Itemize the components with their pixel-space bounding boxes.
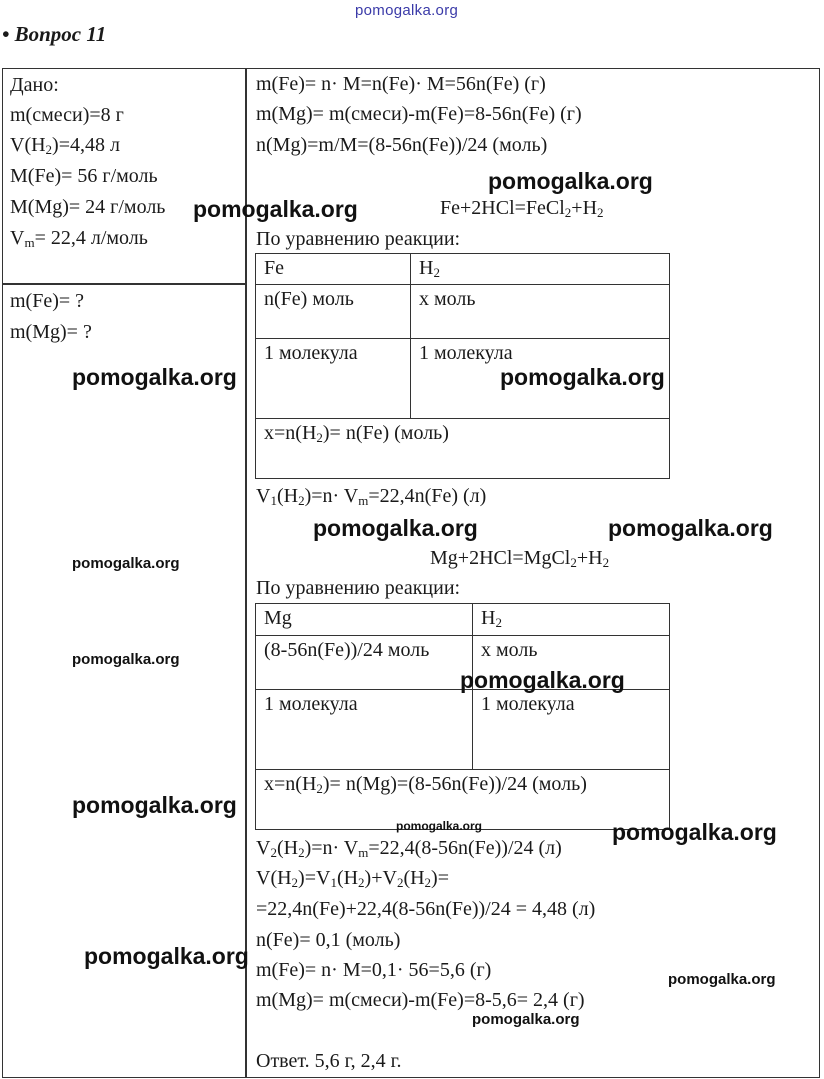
given-volume-h2: $V(H_2)=4,48$ л xyxy=(10,134,120,157)
table2-cell: 1 молекула xyxy=(256,690,473,770)
given-label: Дано: xyxy=(10,74,59,96)
watermark: pomogalka.org xyxy=(612,819,777,845)
watermark: pomogalka.org xyxy=(488,168,653,194)
table2-cell: x моль xyxy=(473,636,670,690)
given-molar-mass-fe: M(Fe)= 56 г/моль xyxy=(10,165,158,187)
given-molar-volume: $V_m= 22,4$ л/моль xyxy=(10,227,148,250)
given-molar-mass-mg: M(Mg)= 24 г/моль xyxy=(10,196,166,218)
watermark: pomogalka.org xyxy=(608,515,773,541)
table1-cell: n(Fe) моль xyxy=(256,285,411,339)
watermark: pomogalka.org xyxy=(72,555,180,572)
watermark: pomogalka.org xyxy=(72,364,237,390)
table2-cell: 1 молекула xyxy=(473,690,670,770)
volume-sum-formula: $V(H_2)=V_1(H_2)+V_2(H_2)=$ xyxy=(256,867,449,890)
reaction-fe: $Fe+2HCl=FeCl_2+H_2$ xyxy=(440,197,604,220)
m-mg-result: m(Mg)= m(смеси)-m(Fe)=8-5,6= 2,4 (г) xyxy=(256,989,585,1011)
watermark: pomogalka.org xyxy=(72,792,237,818)
reaction-mg: $Mg+2HCl=MgCl_2+H_2$ xyxy=(430,547,610,570)
table1-result: $x=n(H_2)= n(Fe)$ (моль) xyxy=(256,419,670,479)
table2-header-mg: Mg xyxy=(256,604,473,636)
watermark: pomogalka.org xyxy=(460,667,625,693)
table2-result: $x=n(H_2)= n(Mg)=(8-56n(Fe))/24$ (моль) xyxy=(256,770,670,830)
n-fe-result: n(Fe)= 0,1 (моль) xyxy=(256,929,401,951)
given-find-divider xyxy=(2,283,246,285)
solution-line-3: n(Mg)=m/M=(8-56n(Fe))/24 (моль) xyxy=(256,134,548,156)
solution-line-2: m(Mg)= m(смеси)-m(Fe)=8-56n(Fe) (г) xyxy=(256,103,582,125)
answer-line: Ответ. 5,6 г, 2,4 г. xyxy=(256,1050,402,1072)
proportion-table-mg xyxy=(255,603,670,830)
watermark: pomogalka.org xyxy=(84,943,249,969)
by-equation-label-2: По уравнению реакции: xyxy=(256,577,461,599)
table2-cell: (8-56n(Fe))/24 моль xyxy=(256,636,473,690)
volume-1-formula: $V_1(H_2)=n\cdot V_m=22,4n(Fe)$ (л) xyxy=(256,485,487,508)
given-mass-mixture: m(смеси)=8 г xyxy=(10,104,124,126)
find-mg: m(Mg)= ? xyxy=(10,321,92,343)
site-header-watermark: pomogalka.org xyxy=(355,2,459,19)
question-heading: • Вопрос 11 xyxy=(2,22,107,46)
table2-header-h2: $H_2$ xyxy=(473,604,670,636)
solution-frame xyxy=(2,68,820,1078)
find-fe: m(Fe)= ? xyxy=(10,290,85,312)
watermark: pomogalka.org xyxy=(193,196,358,222)
m-fe-result: m(Fe)= n· M=0,1· 56=5,6 (г) xyxy=(256,959,492,981)
volume-2-formula: $V_2(H_2)=n\cdot V_m=22,4(8-56n(Fe))/24$ (л) xyxy=(256,837,562,860)
table1-header-fe: Fe xyxy=(256,254,411,285)
table1-cell: x моль xyxy=(411,285,670,339)
watermark: pomogalka.org xyxy=(72,651,180,668)
solution-line-1: m(Fe)= n· M=n(Fe)· M=56n(Fe) (г) xyxy=(256,73,546,95)
watermark: pomogalka.org xyxy=(396,819,483,833)
watermark: pomogalka.org xyxy=(472,1011,580,1028)
watermark: pomogalka.org xyxy=(500,364,665,390)
watermark: pomogalka.org xyxy=(313,515,478,541)
table1-cell: 1 молекула xyxy=(411,339,670,419)
watermark: pomogalka.org xyxy=(668,971,776,988)
table1-cell: 1 молекула xyxy=(256,339,411,419)
table1-header-h2: $H_2$ xyxy=(411,254,670,285)
equation-line: =22,4n(Fe)+22,4(8-56n(Fe))/24 = 4,48 (л) xyxy=(256,898,596,920)
by-equation-label-1: По уравнению реакции: xyxy=(256,228,461,250)
